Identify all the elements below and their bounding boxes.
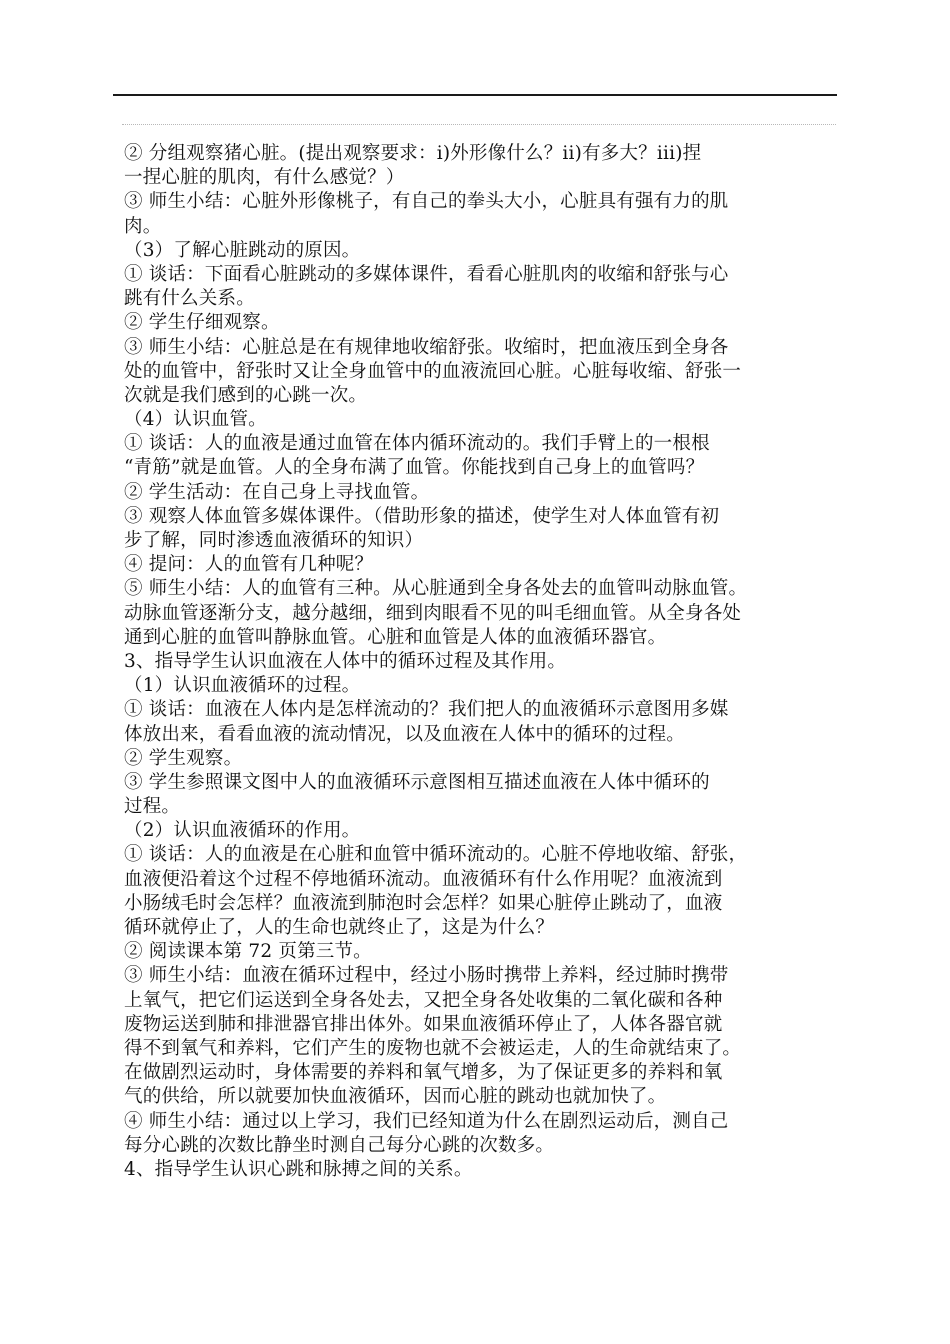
text-line: ② 学生观察。 — [124, 747, 243, 769]
text-line: ④ 师生小结：通过以上学习，我们已经知道为什么在剧烈运动后，测自己 — [124, 1110, 729, 1132]
text-line: ① 谈话：人的血液是通过血管在体内循环流动的。我们手臂上的一根根 — [124, 433, 710, 455]
header-rule — [113, 94, 837, 96]
text-line: 血液便沿着这个过程不停地循环流动。血液循环有什么作用呢？血液流到 — [124, 868, 723, 890]
text-line: ④ 提问：人的血管有几种呢？ — [124, 554, 374, 576]
text-line: ③ 师生小结：心脏总是在有规律地收缩舒张。收缩时，把血液压到全身各 — [124, 336, 729, 358]
text-line: ① 谈话：人的血液是在心脏和血管中循环流动的。心脏不停地收缩、舒张， — [124, 844, 748, 866]
text-line: 循环就停止了，人的生命也就终止了，这是为什么？ — [124, 917, 555, 938]
text-line: 气的供给，所以就要加快血液循环，因而心脏的跳动也就加快了。 — [124, 1086, 667, 1108]
text-line: 肉。 — [124, 215, 162, 237]
text-line: （4）认识血管。 — [124, 409, 267, 431]
text-line: 体放出来，看看血液的流动情况，以及血液在人体中的循环的过程。 — [124, 723, 686, 745]
text-line: 次就是我们感到的心跳一次。 — [124, 384, 368, 406]
text-line: （2）认识血液循环的作用。 — [124, 820, 361, 842]
text-line: ② 学生仔细观察。 — [124, 312, 280, 334]
document-body — [124, 142, 836, 1182]
text-line: 通到心脏的血管叫静脉血管。心脏和血管是人体的血液循环器官。 — [124, 626, 667, 648]
text-line: 过程。 — [124, 796, 181, 818]
text-line: ⑤ 师生小结：人的血管有三种。从心脏通到全身各处去的血管叫动脉血管。 — [124, 578, 748, 600]
text-line: 3、指导学生认识血液在人体中的循环过程及其作用。 — [124, 650, 567, 672]
text-line: ① 谈话：血液在人体内是怎样流动的？我们把人的血液循环示意图用多媒 — [124, 699, 729, 721]
text-line: “青筋”就是血管。人的全身布满了血管。你能找到自己身上的血管吗？ — [124, 457, 705, 479]
text-line: 小肠绒毛时会怎样？血液流到肺泡时会怎样？如果心脏停止跳动了，血液 — [124, 892, 723, 914]
text-line: 每分心跳的次数比静坐时测自己每分心跳的次数多。 — [124, 1134, 555, 1156]
text-line: ② 学生活动：在自己身上寻找血管。 — [124, 481, 430, 503]
text-line: 废物运送到肺和排泄器官排出体外。如果血液循环停止了，人体各器官就 — [124, 1013, 723, 1035]
text-line: ② 分组观察猪心脏。(提出观察要求：i)外形像什么？ii)有多大？iii)捏 — [124, 143, 702, 164]
text-line: （1）认识血液循环的过程。 — [124, 675, 361, 697]
text-line: （3）了解心脏跳动的原因。 — [124, 239, 361, 261]
text-line: 得不到氧气和养料，它们产生的废物也就不会被运走，人的生命就结束了。 — [124, 1037, 742, 1059]
text-line: ① 谈话：下面看心脏跳动的多媒体课件，看看心脏肌肉的收缩和舒张与心 — [124, 263, 729, 285]
text-line: 上氧气，把它们运送到全身各处去，又把全身各处收集的二氧化碳和各种 — [124, 989, 723, 1011]
text-line: 动脉血管逐渐分支，越分越细，细到肉眼看不见的叫毛细血管。从全身各处 — [124, 602, 742, 624]
text-line: ③ 师生小结：心脏外形像桃子，有自己的拳头大小，心脏具有强有力的肌 — [124, 191, 729, 213]
text-line: 处的血管中，舒张时又让全身血管中的血液流回心脏。心脏每收缩、舒张一 — [124, 360, 742, 382]
header-dotted-rule — [122, 124, 836, 125]
text-line: ③ 观察人体血管多媒体课件。（借助形象的描述，使学生对人体血管有初 — [124, 505, 720, 527]
text-line: 步了解，同时渗透血液循环的知识） — [124, 530, 424, 551]
text-line: ③ 学生参照课文图中人的血液循环示意图相互描述血液在人体中循环的 — [124, 771, 710, 793]
text-line: 在做剧烈运动时，身体需要的养料和氧气增多，为了保证更多的养料和氧 — [124, 1062, 723, 1084]
text-line: 4、指导学生认识心跳和脉搏之间的关系。 — [124, 1158, 473, 1180]
text-line: 一捏心脏的肌肉，有什么感觉？） — [124, 167, 405, 189]
text-line: 跳有什么关系。 — [124, 288, 255, 310]
text-line: ② 阅读课本第 72 页第三节。 — [124, 941, 372, 963]
text-line: ③ 师生小结：血液在循环过程中，经过小肠时携带上养料，经过肺时携带 — [124, 965, 729, 987]
